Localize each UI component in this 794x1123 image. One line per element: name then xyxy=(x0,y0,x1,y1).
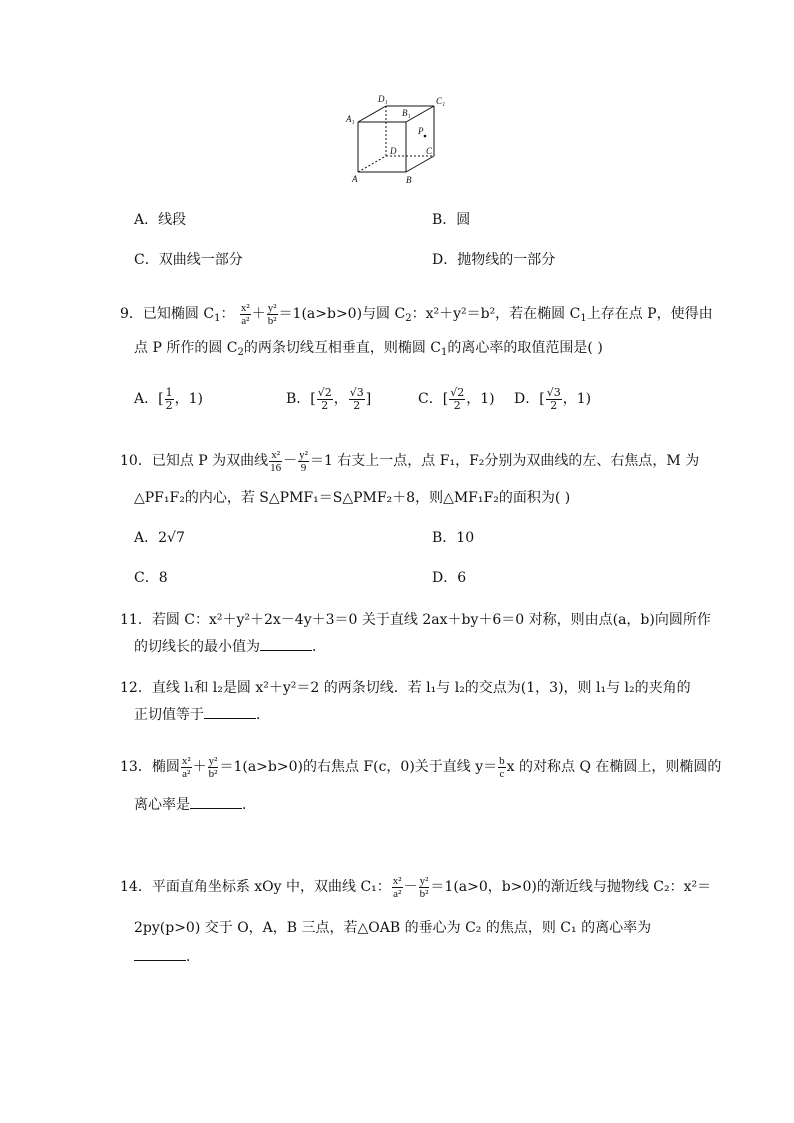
q10-line2: △PF₁F₂的内心，若 S△PMF₁＝S△PMF₂＋8，则△MF₁F₂的面积为( ) xyxy=(134,490,571,506)
label-b: B xyxy=(406,175,412,185)
label-d: D xyxy=(390,146,397,156)
q9-option-d: D．[ $\frac{√3}{2}$ ，1) xyxy=(514,385,592,412)
q9-option-c: C．[ $\frac{√2}{2}$ ，1) xyxy=(418,385,495,412)
q14-line3: ． xyxy=(134,946,200,967)
q12-answer-blank[interactable] xyxy=(204,704,256,719)
point-p xyxy=(424,135,427,138)
q9-option-a: A．[ $\frac{1}{2}$ ，1) xyxy=(134,385,203,412)
q10-option-c: C．8 xyxy=(134,570,168,586)
q8-option-b: B．圆 xyxy=(432,212,471,228)
q12-line2: 正切值等于 ． xyxy=(134,704,270,725)
label-b1: B₁ xyxy=(402,108,411,118)
cube-figure xyxy=(344,92,454,188)
q8-option-a: A．线段 xyxy=(134,212,187,228)
q9-option-b: B．[ $\frac{√2}{2}$ ， $\frac{√3}{2}$ ] xyxy=(286,385,372,412)
label-c: C xyxy=(426,146,433,156)
q14-line2: 2py(p>0) 交于 O，A，B 三点，若△OAB 的垂心为 C₂ 的焦点，则 C₁ 的离心率为 xyxy=(134,920,652,936)
label-p: P xyxy=(418,126,424,136)
label-a: A xyxy=(352,174,358,184)
q9-line2: 点 P 所作的圆 $C_2$的两条切线互相垂直，则椭圆 $C_1$的离心率的取值范围是( ) xyxy=(134,340,603,358)
label-c1: C₁ xyxy=(436,96,446,106)
q14-answer-blank[interactable] xyxy=(134,946,186,961)
q10-option-d: D．6 xyxy=(432,570,467,586)
q13-line1: 13．椭圆 $\frac{\text{x²}}{\text{a²}}$ ＋ $\frac{\text{y²}}{\text{b²}}$ ＝1(a>b>0)的右焦点 F(c，0)关于直线 y＝ $\frac{b}{c}$ x 的对称点 Q 在椭圆上，则椭圆的 xyxy=(120,754,722,780)
q11-line1: 11．若圆 C：x²＋y²＋2x－4y＋3＝0 关于直线 2ax＋by＋6＝0 对称，则由点(a，b)向圆所作 xyxy=(120,612,711,628)
q12-line1: 12．直线 l₁和 l₂是圆 x²＋y²＝2 的两条切线．若 l₁与 l₂的交点为(1，3)，则 l₁与 l₂的夹角的 xyxy=(120,680,691,696)
q13-line2: 离心率是 ． xyxy=(134,794,256,815)
q10-option-b: B．10 xyxy=(432,530,475,546)
q14-line1: 14．平面直角坐标系 xOy 中，双曲线 C₁： $\frac{\text{x²}}{\text{a²}}$ － $\frac{\text{y²}}{\text{b²}}$ ＝1(a>0，b>0)的渐近线与抛物线 C₂：x²＝ xyxy=(120,874,712,900)
q10-option-a: A．2√7 xyxy=(134,530,185,546)
q8-option-d: D．抛物线的一部分 xyxy=(432,252,556,268)
q11-answer-blank[interactable] xyxy=(260,636,312,651)
label-a1: A₁ xyxy=(346,114,355,124)
q13-answer-blank[interactable] xyxy=(190,794,242,809)
label-d1: D₁ xyxy=(378,94,388,104)
q10-line1: 10．已知点 P 为双曲线 $\frac{\text{x²}}{16}$ － $\frac{\text{y²}}{9}$ ＝1 右支上一点，点 F₁，F₂分别为双曲线的左、右焦点，M 为 xyxy=(120,448,700,474)
q8-option-c: C．双曲线一部分 xyxy=(134,252,243,268)
q11-line2: 的切线长的最小值为 ． xyxy=(134,636,326,657)
q9-line1: 9．已知椭圆 $C_1$： $\frac{\text{x²}}{\text{a²}}$ ＋ $\frac{\text{y²}}{\text{b²}}$ ＝1(a>b>0)与圆 $C_2$：x²＋y²＝b²，若在椭圆 $C_1$上存在点 P，使得由 xyxy=(120,301,713,327)
